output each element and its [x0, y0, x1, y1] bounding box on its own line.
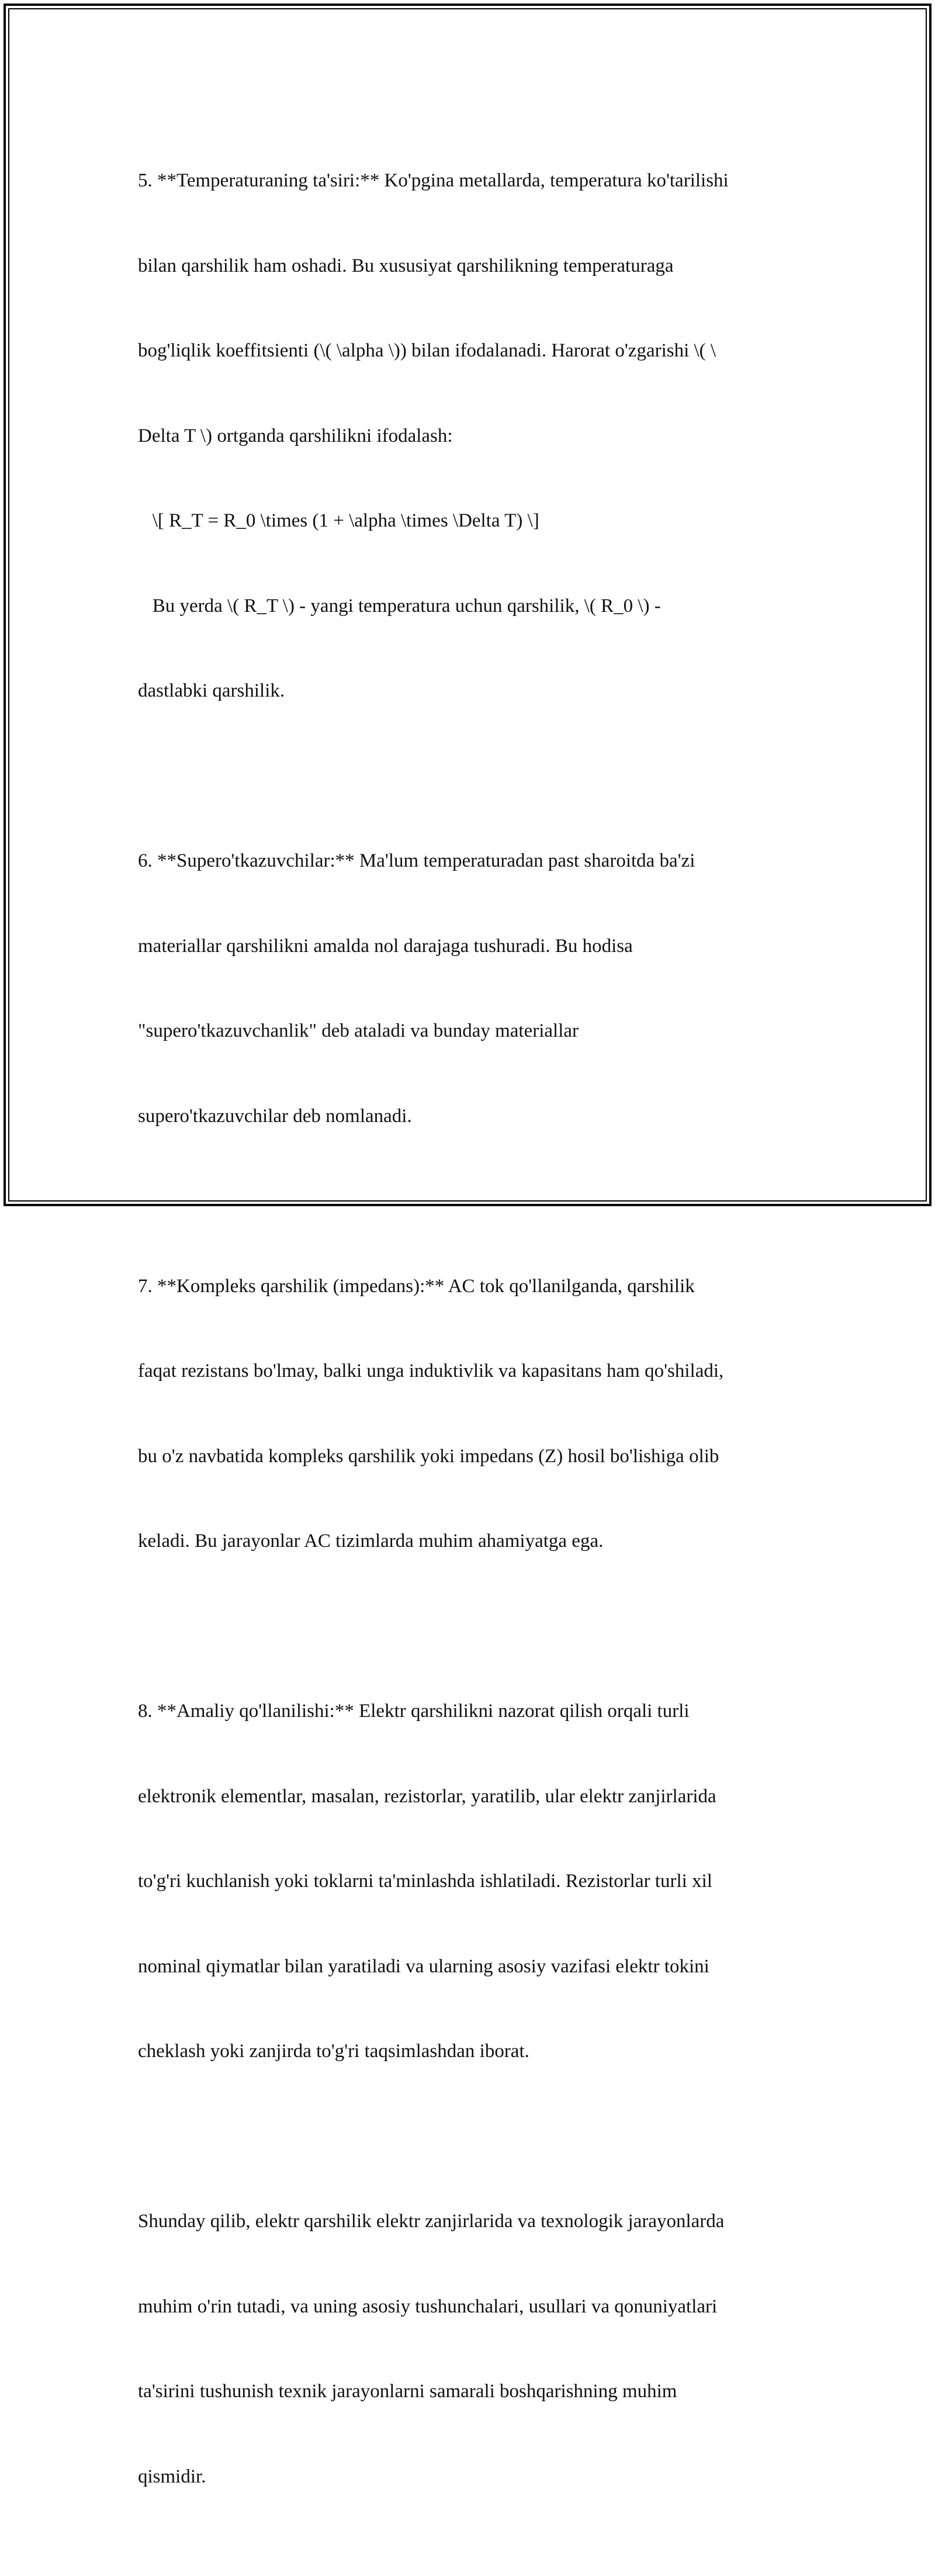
text-line: bilan qarshilik ham oshadi. Bu xususiyat qarshilikning temperaturaga — [138, 255, 674, 276]
text-line: Bu yerda \( R_T \) - yangi temperatura uchun qarshilik, \( R_0 \) - — [138, 595, 661, 617]
paragraph-item-7 — [138, 1216, 798, 1612]
text-line: supero'tkazuvchilar deb nomlanadi. — [138, 1105, 412, 1127]
paragraph-item-5 — [138, 110, 798, 762]
text-line: materiallar qarshilikni amalda nol darajaga tushuradi. Bu hodisa — [138, 935, 633, 957]
document-body — [138, 110, 798, 2576]
paragraph-item-8 — [138, 1640, 798, 2123]
text-line: keladi. Bu jarayonlar AC tizimlarda muhim ahamiyatga ega. — [138, 1531, 604, 1552]
text-line: Shunday qilib, elektr qarshilik elektr zanjirlarida va texnologik jarayonlarda — [138, 2211, 725, 2232]
text-line: bu o'z navbatida kompleks qarshilik yoki impedans (Z) hosil bo'lishiga olib — [138, 1445, 719, 1467]
paragraph-item-6 — [138, 790, 798, 1187]
text-line: faqat rezistans bo'lmay, balki unga induktivlik va kapasitans ham qo'shiladi, — [138, 1360, 724, 1382]
text-line: nominal qiymatlar bilan yaratiladi va ularning asosiy vazifasi elektr tokini — [138, 1955, 709, 1977]
text-line: 5. **Temperaturaning ta'siri:** Ko'pgina metallarda, temperatura ko'tarilishi — [138, 170, 729, 191]
text-line: Delta T \) ortganda qarshilikni ifodalash: — [138, 425, 453, 446]
text-line: 7. **Kompleks qarshilik (impedans):** AC tok qo'llanilganda, qarshilik — [138, 1275, 695, 1297]
text-line: to'g'ri kuchlanish yoki toklarni ta'minlashda ishlatiladi. Rezistorlar turli xil — [138, 1871, 712, 1892]
text-line: "supero'tkazuvchanlik" deb ataladi va bunday materiallar — [138, 1020, 579, 1041]
text-line: cheklash yoki zanjirda to'g'ri taqsimlashdan iborat. — [138, 2041, 529, 2062]
text-line: bog'liqlik koeffitsienti (\( \alpha \)) bilan ifodalanadi. Harorat o'zgarishi \( \ — [138, 340, 716, 361]
paragraph-conclusion — [138, 2151, 798, 2547]
text-line: muhim o'rin tutadi, va uning asosiy tushunchalari, usullari va qonuniyatlari — [138, 2295, 718, 2317]
text-line: elektronik elementlar, masalan, rezistorlar, yaratilib, ular elektr zanjirlarida — [138, 1785, 716, 1807]
formula-line: \[ R_T = R_0 \times (1 + \alpha \times \Delta T) \] — [138, 510, 539, 531]
text-line: 8. **Amaliy qo'llanilishi:** Elektr qarshilikni nazorat qilish orqali turli — [138, 1701, 690, 1722]
text-line: ta'sirini tushunish texnik jarayonlarni samarali boshqarishning muhim — [138, 2381, 677, 2402]
text-line: qismidir. — [138, 2466, 206, 2487]
text-line: dastlabki qarshilik. — [138, 680, 285, 701]
text-line: 6. **Supero'tkazuvchilar:** Ma'lum temperaturadan past sharoitda ba'zi — [138, 850, 695, 871]
